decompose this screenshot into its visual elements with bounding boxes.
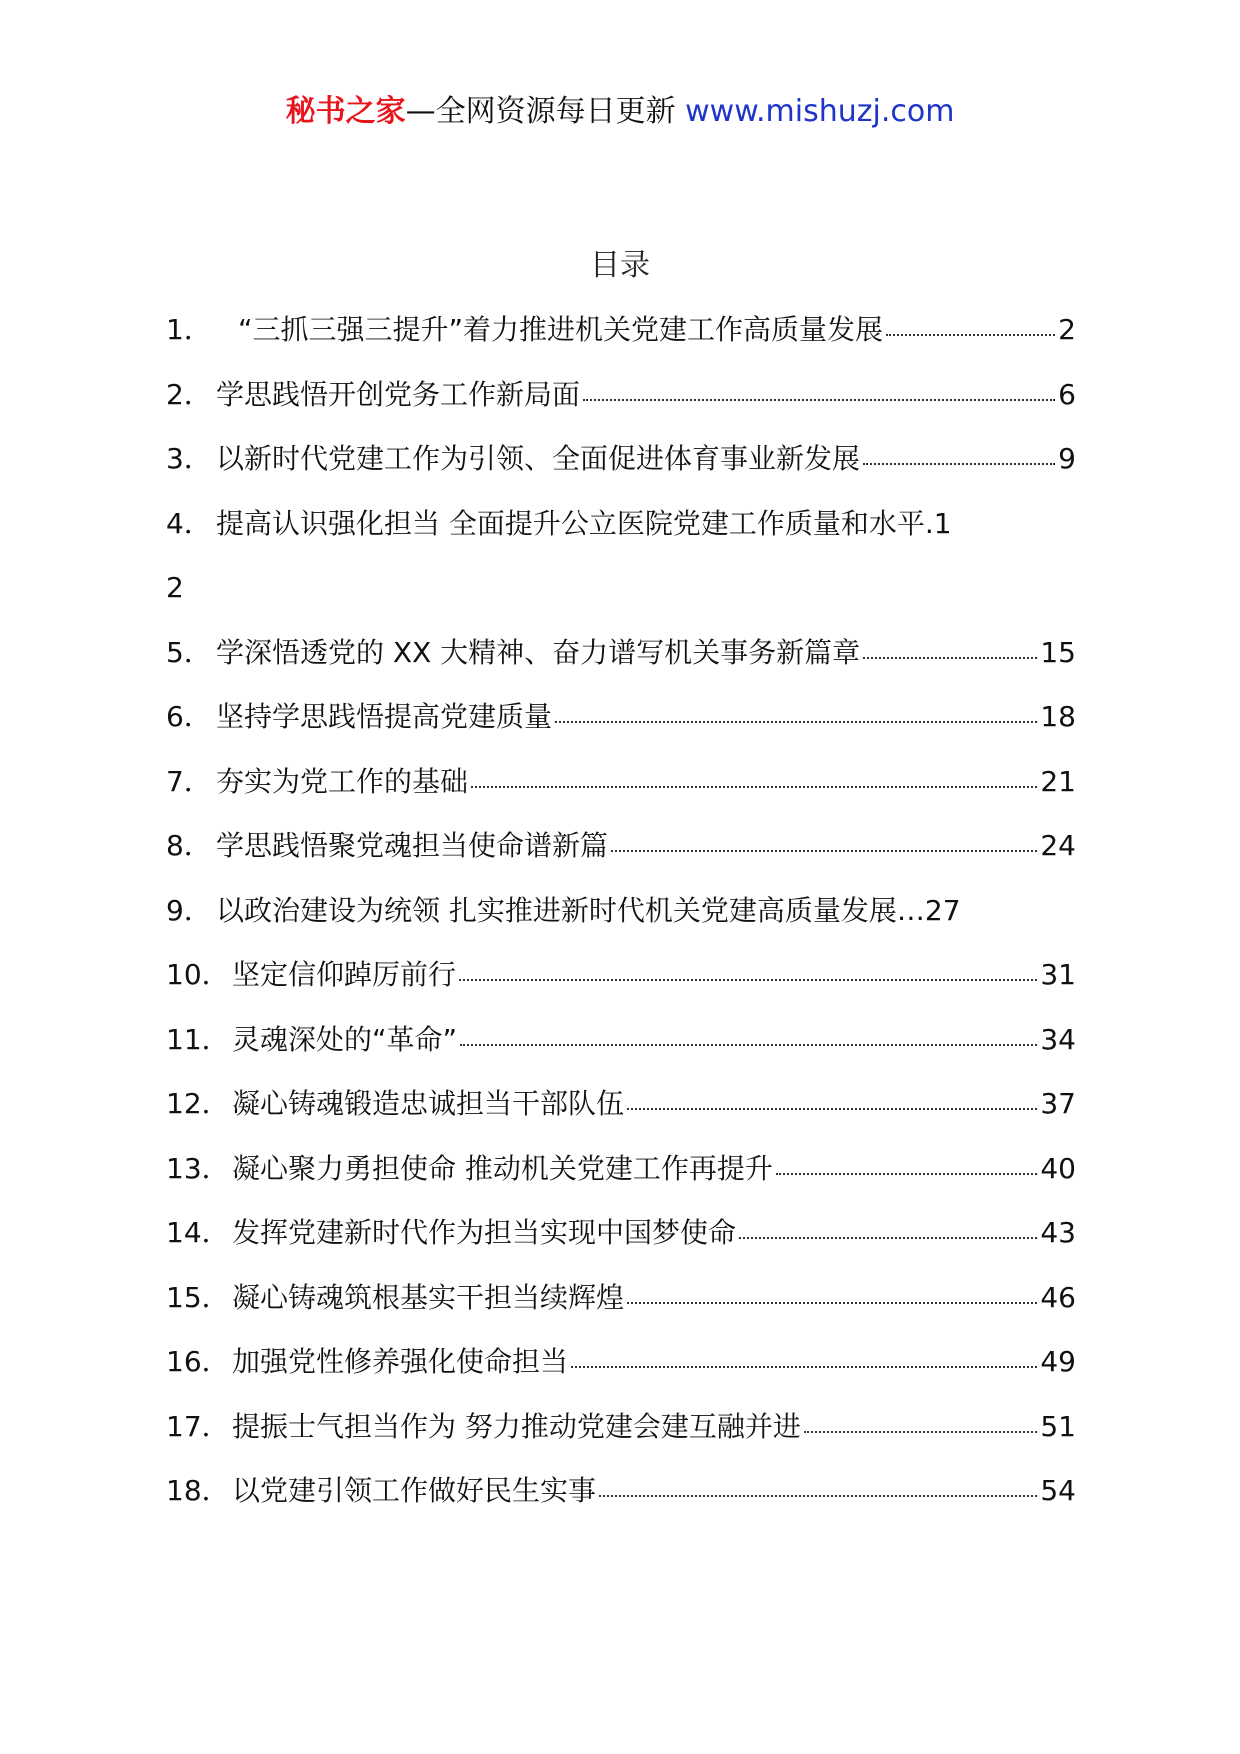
toc-entry-title: 提振士气担当作为 努力推动党建会建互融并进 <box>232 1409 801 1443</box>
toc-entry-9[interactable] <box>166 891 1076 956</box>
toc-title: 目录 <box>590 248 650 283</box>
toc-entry-6[interactable] <box>166 697 1076 762</box>
toc-entry-page: 43 <box>1040 1216 1076 1249</box>
toc-entry-page: 54 <box>1040 1474 1076 1507</box>
toc-entry-title: 以党建引领工作做好民生实事 <box>232 1474 597 1507</box>
toc-entry-4-page-continued <box>166 568 1076 633</box>
toc-entry-page: 27 <box>924 893 961 927</box>
dot-leader <box>776 1173 1037 1175</box>
toc-entry-17[interactable] <box>166 1407 1076 1472</box>
toc-entry-3[interactable] <box>166 439 1076 504</box>
dot-leader <box>555 721 1037 723</box>
toc-entry-number: 4． <box>166 506 212 540</box>
toc-entry-page: 9 <box>1058 442 1076 475</box>
toc-entry-number: 16． <box>166 1345 230 1378</box>
toc-entry-page-continued: 2 <box>166 571 184 604</box>
toc-entry-number: 1． <box>166 313 212 346</box>
dot-leader <box>599 1495 1037 1497</box>
toc-entry-title: 凝心铸魂筑根基实干担当续辉煌 <box>232 1280 625 1314</box>
toc-entry-7[interactable] <box>166 762 1076 827</box>
toc-entry-number: 12． <box>166 1087 230 1120</box>
toc-entry-title: 凝心铸魂锻造忠诚担当干部队伍 <box>232 1087 625 1120</box>
toc-entry-title: 加强党性修养强化使命担当 <box>232 1345 569 1378</box>
toc-entry-title: 凝心聚力勇担使命 推动机关党建工作再提升 <box>232 1151 773 1185</box>
toc-entry-title: 夯实为党工作的基础 <box>216 764 469 798</box>
toc-entry-number: 8． <box>166 829 212 862</box>
toc-entry-title: 以政治建设为统领 扎实推进新时代机关党建高质量发展… <box>216 893 925 927</box>
toc-entry-14[interactable] <box>166 1213 1076 1278</box>
dot-leader <box>459 979 1037 981</box>
dot-leader <box>471 786 1037 788</box>
toc-entry-title: 学深悟透党的 XX 大精神、奋力谱写机关事务新篇章 <box>216 635 861 669</box>
toc-entry-page: 24 <box>1040 829 1076 862</box>
toc-entry-number: 6． <box>166 700 212 733</box>
toc-entry-title: 灵魂深处的“革命” <box>232 1022 458 1056</box>
toc-entry-number: 7． <box>166 764 212 798</box>
toc-entry-number: 18． <box>166 1474 230 1507</box>
toc-entry-page: 49 <box>1040 1345 1076 1378</box>
dot-leader <box>627 1108 1037 1110</box>
toc-entry-title: 坚定信仰踔厉前行 <box>232 958 457 991</box>
toc-entry-1[interactable] <box>166 310 1076 375</box>
dot-leader <box>627 1302 1037 1304</box>
toc-entry-number: 9． <box>166 893 212 927</box>
toc-entry-12[interactable] <box>166 1084 1076 1149</box>
toc-entry-page: .1 <box>924 506 952 540</box>
toc-entry-number: 2． <box>166 377 212 411</box>
toc-entry-11[interactable] <box>166 1020 1076 1085</box>
toc-entry-page: 34 <box>1040 1022 1076 1056</box>
toc-entry-page: 2 <box>1058 313 1076 346</box>
table-of-contents <box>166 310 1076 1536</box>
toc-entry-title: 提高认识强化担当 全面提升公立医院党建工作质量和水平 <box>216 506 925 540</box>
toc-entry-page: 15 <box>1040 635 1076 669</box>
dot-leader <box>863 463 1055 465</box>
toc-entry-5[interactable] <box>166 633 1076 698</box>
toc-entry-page: 18 <box>1040 700 1076 733</box>
toc-entry-page: 40 <box>1040 1151 1076 1185</box>
toc-entry-title: “三抓三强三提升”着力推进机关党建工作高质量发展 <box>238 313 884 346</box>
toc-entry-number: 14． <box>166 1216 230 1249</box>
toc-entry-15[interactable] <box>166 1278 1076 1343</box>
toc-entry-number: 11． <box>166 1022 230 1056</box>
brand-name: 秘书之家 <box>285 94 406 129</box>
toc-entry-page: 6 <box>1058 377 1076 411</box>
toc-entry-title: 坚持学思践悟提高党建质量 <box>216 700 553 733</box>
toc-entry-2[interactable] <box>166 375 1076 440</box>
dot-leader <box>571 1366 1037 1368</box>
header-slogan: —全网资源每日更新 <box>405 94 686 129</box>
toc-entry-title: 学思践悟开创党务工作新局面 <box>216 377 581 411</box>
dot-leader <box>863 657 1037 659</box>
toc-entry-title: 以新时代党建工作为引领、全面促进体育事业新发展 <box>216 442 861 475</box>
toc-entry-page: 31 <box>1040 958 1076 991</box>
site-url-link[interactable]: www.mishuzj.com <box>685 94 955 129</box>
dot-leader <box>804 1431 1037 1433</box>
dot-leader <box>739 1237 1037 1239</box>
toc-entry-16[interactable] <box>166 1342 1076 1407</box>
dot-leader <box>611 850 1037 852</box>
toc-entry-title: 学思践悟聚党魂担当使命谱新篇 <box>216 829 609 862</box>
toc-entry-number: 10． <box>166 958 230 991</box>
dot-leader <box>583 399 1055 401</box>
toc-entry-page: 37 <box>1040 1087 1076 1120</box>
dot-leader <box>460 1044 1037 1046</box>
toc-entry-18[interactable] <box>166 1471 1076 1536</box>
toc-entry-8[interactable] <box>166 826 1076 891</box>
toc-entry-page: 51 <box>1040 1409 1076 1443</box>
toc-entry-number: 3． <box>166 442 212 475</box>
toc-entry-10[interactable] <box>166 955 1076 1020</box>
toc-entry-page: 46 <box>1040 1280 1076 1314</box>
site-header <box>0 92 1240 132</box>
toc-entry-number: 5． <box>166 635 212 669</box>
toc-entry-title: 发挥党建新时代作为担当实现中国梦使命 <box>232 1216 737 1249</box>
toc-entry-number: 13． <box>166 1151 230 1185</box>
dot-leader <box>886 334 1055 336</box>
toc-entry-13[interactable] <box>166 1149 1076 1214</box>
toc-entry-number: 15． <box>166 1280 230 1314</box>
toc-entry-4[interactable] <box>166 504 1076 569</box>
toc-entry-page: 21 <box>1040 764 1076 798</box>
toc-entry-number: 17． <box>166 1409 230 1443</box>
